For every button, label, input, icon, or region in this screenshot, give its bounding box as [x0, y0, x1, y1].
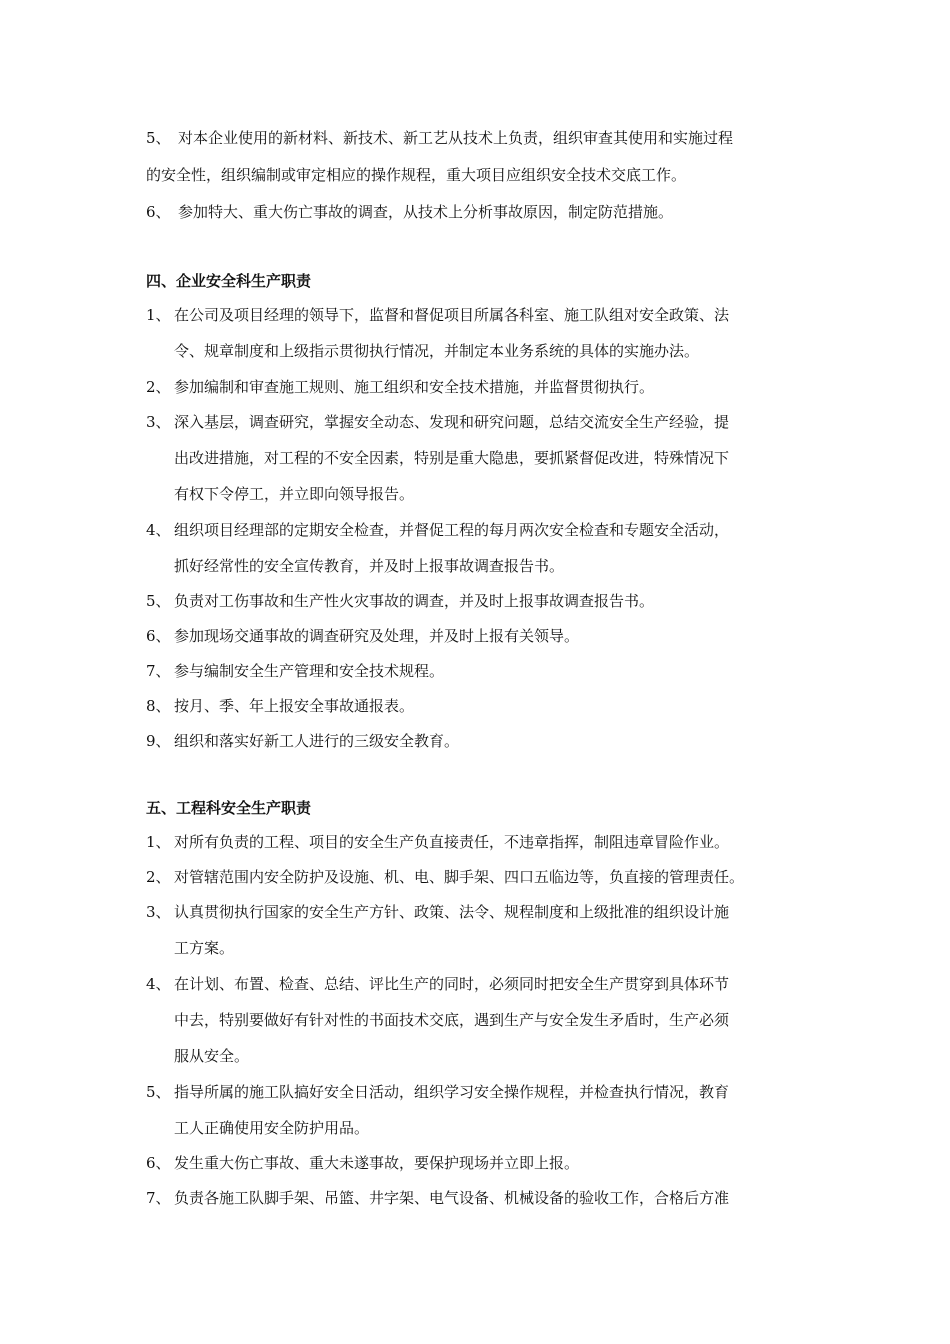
item-number: 1、	[146, 833, 171, 851]
item-number: 7、	[146, 662, 171, 680]
paragraph-line: 组织和落实好新工人进行的三级安全教育。	[174, 732, 460, 750]
paragraph-line: 令、规章制度和上级指示贯彻执行情况，并制定本业务系统的具体的实施办法。	[174, 342, 700, 360]
paragraph-line: 对管辖范围内安全防护及设施、机、电、脚手架、四口五临边等，负直接的管理责任。	[174, 868, 745, 886]
paragraph-line: 在计划、布置、检查、总结、评比生产的同时，必须同时把安全生产贯穿到具体环节	[174, 975, 730, 993]
item-number: 4、	[146, 521, 171, 539]
item-number: 6、	[146, 1154, 171, 1172]
paragraph-line: 工方案。	[174, 939, 235, 957]
item-number: 5、	[146, 1083, 171, 1101]
paragraph-line: 服从安全。	[174, 1047, 250, 1065]
section-heading: 五、工程科安全生产职责	[146, 799, 312, 817]
paragraph-line: 参与编制安全生产管理和安全技术规程。	[174, 662, 445, 680]
item-number: 6、	[146, 627, 171, 645]
item-number: 3、	[146, 413, 171, 431]
item-number: 3、	[146, 903, 171, 921]
item-number: 2、	[146, 378, 171, 396]
paragraph-line: 中去，特别要做好有针对性的书面技术交底，遇到生产与安全发生矛盾时，生产必须	[174, 1011, 730, 1029]
item-number: 1、	[146, 306, 171, 324]
section-heading: 四、企业安全科生产职责	[146, 272, 312, 290]
paragraph-line: 深入基层，调查研究，掌握安全动态、发现和研究问题，总结交流安全生产经验，提	[174, 413, 730, 431]
paragraph-line: 指导所属的施工队搞好安全日活动，组织学习安全操作规程，并检查执行情况，教育	[174, 1083, 730, 1101]
paragraph-line: 参加现场交通事故的调查研究及处理，并及时上报有关领导。	[174, 627, 580, 645]
item-number: 6、	[146, 203, 171, 221]
paragraph-line: 负责各施工队脚手架、吊篮、井字架、电气设备、机械设备的验收工作，合格后方准	[174, 1189, 730, 1207]
paragraph-line: 工人正确使用安全防护用品。	[174, 1119, 370, 1137]
paragraph-line: 负责对工伤事故和生产性火灾事故的调查，并及时上报事故调查报告书。	[174, 592, 655, 610]
paragraph-line: 参加特大、重大伤亡事故的调查，从技术上分析事故原因，制定防范措施。	[178, 203, 674, 221]
item-number: 7、	[146, 1189, 171, 1207]
paragraph-line: 发生重大伤亡事故、重大未遂事故，要保护现场并立即上报。	[174, 1154, 580, 1172]
paragraph-line: 出改进措施，对工程的不安全因素，特别是重大隐患，要抓紧督促改进，特殊情况下	[174, 449, 730, 467]
paragraph-line: 对所有负责的工程、项目的安全生产负直接责任，不违章指挥，制阻违章冒险作业。	[174, 833, 730, 851]
item-number: 8、	[146, 697, 171, 715]
item-number: 5、	[146, 592, 171, 610]
paragraph-line: 对本企业使用的新材料、新技术、新工艺从技术上负责，组织审查其使用和实施过程	[178, 129, 734, 147]
item-number: 4、	[146, 975, 171, 993]
paragraph-line: 参加编制和审查施工规则、施工组织和安全技术措施，并监督贯彻执行。	[174, 378, 655, 396]
paragraph-line: 按月、季、年上报安全事故通报表。	[174, 697, 415, 715]
paragraph-line: 有权下令停工，并立即向领导报告。	[174, 485, 415, 503]
paragraph-line: 组织项目经理部的定期安全检查，并督促工程的每月两次安全检查和专题安全活动，	[174, 521, 730, 539]
paragraph-line: 在公司及项目经理的领导下，监督和督促项目所属各科室、施工队组对安全政策、法	[174, 306, 730, 324]
item-number: 5、	[146, 129, 171, 147]
paragraph-line: 抓好经常性的安全宣传教育，并及时上报事故调查报告书。	[174, 557, 565, 575]
item-number: 2、	[146, 868, 171, 886]
paragraph-line: 认真贯彻执行国家的安全生产方针、政策、法令、规程制度和上级批准的组织设计施	[174, 903, 730, 921]
item-number: 9、	[146, 732, 171, 750]
paragraph-line: 的安全性，组织编制或审定相应的操作规程，重大项目应组织安全技术交底工作。	[146, 166, 687, 184]
